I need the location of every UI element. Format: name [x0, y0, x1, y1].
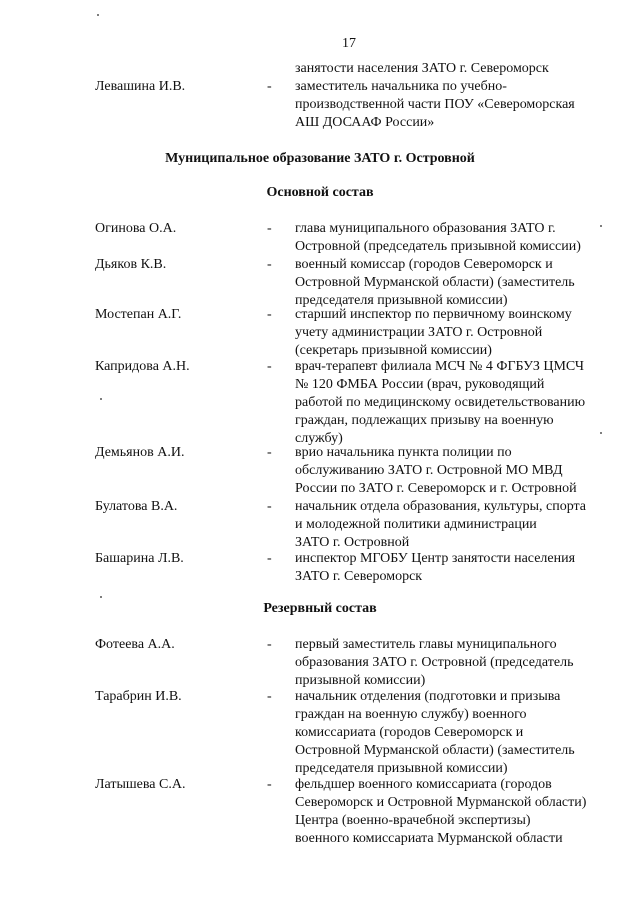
description-line: службу): [295, 431, 343, 446]
description-line: инспектор МГОБУ Центр занятости населения: [295, 551, 576, 566]
member-dash: -: [267, 551, 272, 566]
member-dash: -: [267, 257, 272, 272]
reserve-composition-title: Резервный состав: [263, 601, 377, 616]
description-line: № 120 ФМБА России (врач, руководящий: [295, 377, 545, 392]
description-line: ЗАТО г. Североморск: [295, 569, 423, 584]
description-line: Североморск и Островной Мурманской области): [295, 795, 587, 810]
municipality-title: Муниципальное образование ЗАТО г. Островной: [165, 151, 475, 166]
member-name: Латышева С.А.: [95, 777, 186, 792]
description-line: начальник отдела образования, культуры, спорта: [295, 499, 587, 514]
description-line: старший инспектор по первичному воинскому: [295, 307, 572, 322]
description-line: первый заместитель главы муниципального: [295, 637, 557, 652]
scan-speck: [100, 596, 102, 598]
member-name: Фотеева А.А.: [95, 637, 175, 652]
description-line: военного комиссариата Мурманской области: [295, 831, 563, 846]
description-line: и молодежной политики администрации: [295, 517, 537, 532]
description-line: глава муниципального образования ЗАТО г.: [295, 221, 556, 236]
member-dash: -: [267, 445, 272, 460]
description-line: комиссариата (городов Североморск и: [295, 725, 524, 740]
description-line: Островной (председатель призывной комиссии): [295, 239, 581, 254]
description-line: председателя призывной комиссии): [295, 293, 508, 308]
description-line: (секретарь призывной комиссии): [295, 343, 492, 358]
member-description: [295, 358, 615, 448]
member-name: Башарина Л.В.: [95, 551, 184, 566]
member-name: Булатова В.А.: [95, 499, 178, 514]
member-name: Демьянов А.И.: [95, 445, 185, 460]
main-composition-title: Основной состав: [266, 185, 374, 200]
member-dash: -: [267, 777, 272, 792]
description-line: заместитель начальника по учебно-: [295, 79, 507, 94]
member-description: [295, 688, 615, 778]
description-line: ЗАТО г. Островной: [295, 535, 410, 550]
member-name: Дьяков К.В.: [95, 257, 167, 272]
member-description: [295, 256, 615, 310]
continuation-text: занятости населения ЗАТО г. Североморск: [295, 61, 549, 76]
description-line: председателя призывной комиссии): [295, 761, 508, 776]
member-description: [295, 550, 615, 586]
member-name: Капридова А.Н.: [95, 359, 190, 374]
member-name: Мостепан А.Г.: [95, 307, 182, 322]
scan-speck: [97, 14, 99, 16]
description-line: России по ЗАТО г. Североморск и г. Островной: [295, 481, 577, 496]
member-description: [295, 636, 615, 690]
description-line: призывной комиссии): [295, 673, 426, 688]
member-description: [295, 776, 615, 848]
member-dash: -: [267, 79, 272, 94]
description-line: граждан, подлежащих призыву на военную: [295, 413, 554, 428]
member-name: Огинова О.А.: [95, 221, 177, 236]
description-line: работой по медицинскому освидетельствованию: [295, 395, 586, 410]
description-line: АШ ДОСААФ России»: [295, 115, 435, 130]
member-dash: -: [267, 359, 272, 374]
scan-speck: [600, 432, 602, 434]
member-dash: -: [267, 221, 272, 236]
description-line: Центра (военно-врачебной экспертизы): [295, 813, 531, 828]
member-description: [295, 444, 615, 498]
description-line: Островной Мурманской области) (заместитель: [295, 743, 575, 758]
description-line: Островной Мурманской области) (заместитель: [295, 275, 575, 290]
member-description: [295, 498, 615, 552]
scan-speck: [100, 398, 102, 400]
scan-speck: [600, 225, 602, 227]
description-line: фельдшер военного комиссариата (городов: [295, 777, 552, 792]
page-number: 17: [342, 36, 356, 51]
member-name: Левашина И.В.: [95, 79, 186, 94]
description-line: образования ЗАТО г. Островной (председатель: [295, 655, 574, 670]
description-line: врио начальника пункта полиции по: [295, 445, 512, 460]
member-dash: -: [267, 689, 272, 704]
member-name: Тарабрин И.В.: [95, 689, 182, 704]
member-description: [295, 78, 615, 132]
member-dash: -: [267, 499, 272, 514]
description-line: обслуживанию ЗАТО г. Островной МО МВД: [295, 463, 563, 478]
member-dash: -: [267, 637, 272, 652]
member-description: [295, 306, 615, 360]
description-line: производственной части ПОУ «Североморская: [295, 97, 575, 112]
member-description: [295, 220, 615, 256]
description-line: военный комиссар (городов Североморск и: [295, 257, 553, 272]
description-line: начальник отделения (подготовки и призыва: [295, 689, 561, 704]
description-line: учету администрации ЗАТО г. Островной: [295, 325, 543, 340]
description-line: граждан на военную службу) военного: [295, 707, 527, 722]
member-dash: -: [267, 307, 272, 322]
description-line: врач-терапевт филиала МСЧ № 4 ФГБУЗ ЦМСЧ: [295, 359, 584, 374]
